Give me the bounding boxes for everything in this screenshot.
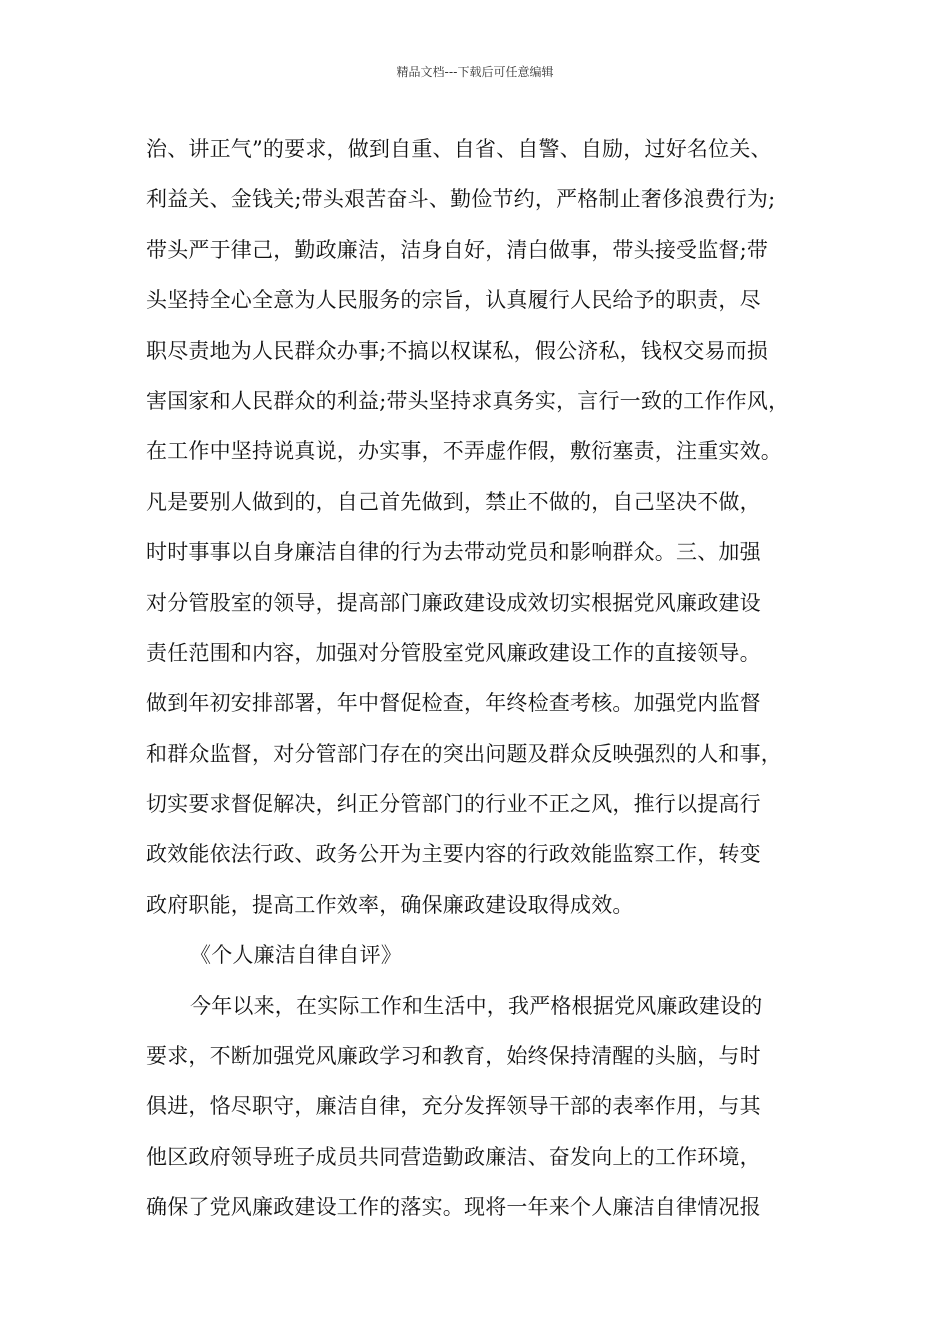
text-line: 在工作中坚持说真说，办实事，不弄虚作假，敷衍塞责，注重实效。 xyxy=(146,439,782,464)
text-line: 治、讲正气”的要求，做到自重、自省、自警、自励，过好名位关、 xyxy=(146,137,772,161)
text-line: 俱进，恪尽职守，廉洁自律，充分发挥领导干部的表率作用，与其 xyxy=(146,1094,761,1119)
text-line: 要求，不断加强党风廉政学习和教育，始终保持清醒的头脑，与时 xyxy=(146,1044,761,1069)
text-line: 头坚持全心全意为人民服务的宗旨，认真履行人民给予的职责，尽 xyxy=(146,288,761,313)
text-line: 职尽责地为人民群众办事;不搞以权谋私，假公济私，钱权交易而损 xyxy=(146,338,769,363)
text-line: 责任范围和内容，加强对分管股室党风廉政建设工作的直接领导。 xyxy=(146,640,761,665)
text-line: 带头严于律己，勤政廉洁，洁身自好，清白做事，带头接受监督;带 xyxy=(146,237,769,262)
text-line: 确保了党风廉政建设工作的落实。现将一年来个人廉洁自律情况报 xyxy=(146,1195,761,1220)
section-title: 《个人廉洁自律自评》 xyxy=(190,943,402,968)
paragraph-first-line: 今年以来，在实际工作和生活中，我严格根据党风廉政建设的 xyxy=(190,993,763,1018)
text-line: 利益关、金钱关;带头艰苦奋斗、勤俭节约，严格制止奢侈浪费行为; xyxy=(146,187,776,212)
text-line: 凡是要别人做到的，自己首先做到，禁止不做的，自己坚决不做， xyxy=(146,489,761,514)
text-line: 政府职能，提高工作效率，确保廉政建设取得成效。 xyxy=(146,892,634,917)
text-line: 他区政府领导班子成员共同营造勤政廉洁、奋发向上的工作环境， xyxy=(146,1144,761,1169)
page-header: 精品文档---下载后可任意编辑 xyxy=(396,65,554,79)
text-line: 和群众监督，对分管部门存在的突出问题及群众反映强烈的人和事， xyxy=(146,741,782,766)
text-line: 对分管股室的领导，提高部门廉政建设成效切实根据党风廉政建设 xyxy=(146,590,761,615)
document-body xyxy=(146,124,836,1233)
text-line: 做到年初安排部署，年中督促检查，年终检查考核。加强党内监督 xyxy=(146,691,761,716)
text-line: 政效能依法行政、政务公开为主要内容的行政效能监察工作，转变 xyxy=(146,842,761,867)
text-line: 时时事事以自身廉洁自律的行为去带动党员和影响群众。三、加强 xyxy=(146,540,761,565)
text-line: 害国家和人民群众的利益;带头坚持求真务实，言行一致的工作作风， xyxy=(146,388,790,413)
text-line: 切实要求督促解决，纠正分管部门的行业不正之风，推行以提高行 xyxy=(146,792,761,817)
